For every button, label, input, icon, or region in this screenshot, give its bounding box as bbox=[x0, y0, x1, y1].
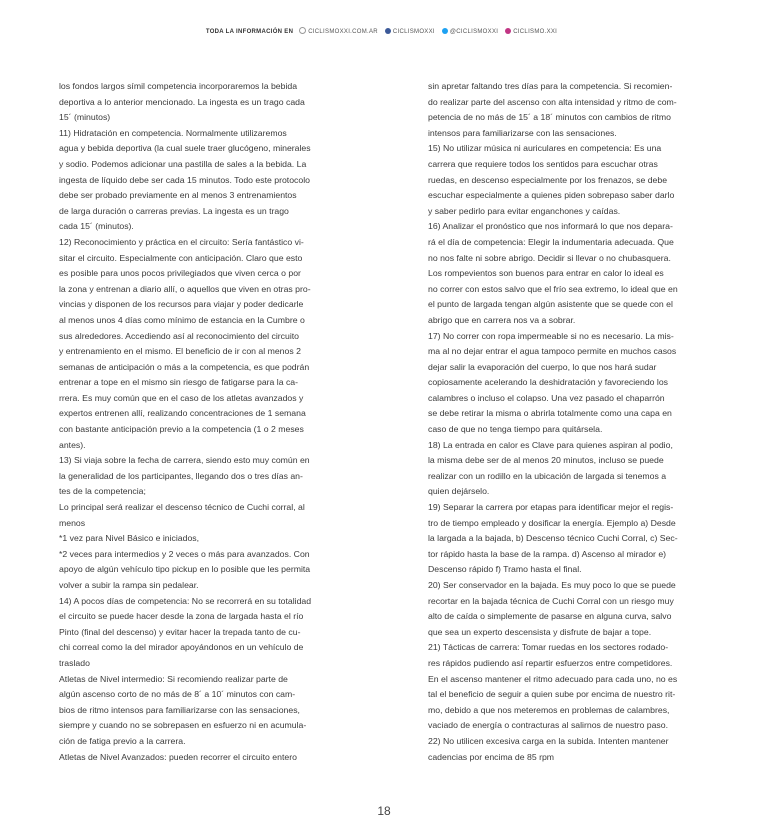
text-line: recortar en la bajada técnica de Cuchi Corral con un riesgo muy bbox=[428, 595, 674, 606]
text-line: cada 15´ (minutos). bbox=[59, 221, 134, 232]
text-line: el punto de largada tengan algún asistente que se quede con el bbox=[428, 299, 673, 310]
text-line: Los rompevientos son buenos para entrar en calor lo ideal es bbox=[428, 268, 664, 279]
text-line: 20) Ser conservador en la bajada. Es muy poco lo que se puede bbox=[428, 580, 676, 590]
text-line: petencia de no más de 15´ a 18´ minutos con cambios de ritmo bbox=[428, 112, 671, 123]
text-line: ingesta de líquido debe ser cada 15 minutos. Todo este protocolo bbox=[59, 174, 310, 185]
header-web-label: CICLISMOXXI.COM.AR bbox=[308, 29, 378, 35]
text-line: chi correal como la del mirador apoyándonos en un vehículo de bbox=[59, 642, 304, 653]
text-line: ma al no dejar entrar el agua tampoco permite en muchos casos bbox=[428, 346, 677, 357]
text-line: la misma debe ser de al menos 20 minutos, incluso se puede bbox=[428, 455, 664, 466]
instagram-icon bbox=[505, 28, 511, 34]
text-line: antes). bbox=[59, 439, 86, 450]
text-line: Atletas de Nivel Avanzados: pueden recorrer el circuito entero bbox=[59, 751, 297, 762]
text-line: 14) A pocos días de competencia: No se recorrerá en su totalidad bbox=[59, 595, 312, 606]
header-instagram-label: CICLISMO.XXI bbox=[513, 29, 558, 35]
text-line: tes de la competencia; bbox=[59, 486, 146, 497]
text-line: no correr con estos salvo que el frío sea extremo, lo ideal que en bbox=[428, 283, 678, 294]
text-line: 16) Analizar el pronóstico que nos informará lo que nos depara- bbox=[428, 221, 673, 232]
text-line: En el ascenso mantener el ritmo adecuado para cada uno, no es bbox=[428, 673, 678, 684]
text-line: se debe retirar la misma o abrirla totalmente como una capa en bbox=[428, 408, 672, 419]
text-line: res rápidos pudiendo así repartir esfuerzos entre competidores. bbox=[428, 657, 673, 668]
globe-icon bbox=[299, 27, 306, 34]
right-column bbox=[428, 79, 696, 765]
text-line: ruedas, en descenso especialmente por los frenazos, se debe bbox=[428, 174, 668, 185]
text-line: 19) Separar la carrera por etapas para identificar mejor el regis- bbox=[428, 502, 674, 513]
text-line: *2 veces para intermedios y 2 veces o más para avanzados. Con bbox=[59, 548, 310, 559]
text-line: do realizar parte del ascenso con alta intensidad y ritmo de com- bbox=[428, 96, 677, 107]
text-line: y entrenamiento en el mismo. El beneficio de ir con al menos 2 bbox=[59, 346, 301, 357]
text-line: vaciado de energía o contracturas al salirnos de nuestro paso. bbox=[428, 720, 669, 731]
text-line: de larga duración o carreras previas. La ingesta es un trago bbox=[59, 205, 289, 216]
header-facebook[interactable] bbox=[385, 29, 435, 35]
text-line: la generalidad de los participantes, llegando dos o tres días an- bbox=[59, 470, 303, 481]
text-line: 15) No utilizar música ni auriculares en competencia: Es una bbox=[428, 143, 662, 154]
text-line: sitar el circuito. Especialmente con anticipación. Claro que esto bbox=[59, 252, 303, 263]
header-twitter[interactable] bbox=[442, 29, 498, 35]
text-line: siempre y cuando no se sobrepasen en esfuerzo ni en acumula- bbox=[59, 720, 307, 731]
text-line: la largada a la bajada, b) Descenso técnico Cuchi Corral, c) Sec- bbox=[428, 533, 678, 544]
text-line: carrera que requiere todos los sentidos para escuchar otras bbox=[428, 158, 658, 169]
text-line: intensos para familiarizarse con las sensaciones. bbox=[428, 127, 617, 138]
text-line: tal el beneficio de seguir a quien sube por encima de nuestro rit- bbox=[428, 689, 676, 700]
text-line: debe ser probado previamente en al menos 3 entrenamientos bbox=[59, 190, 297, 201]
text-line: sin apretar faltando tres días para la competencia. Si recomien- bbox=[428, 81, 673, 91]
text-line: Pinto (final del descenso) y evitar hacer la trepada tanto de cu- bbox=[59, 626, 301, 637]
text-line: semanas de anticipación o más a la competencia, es que podrán bbox=[59, 361, 310, 372]
page-header bbox=[0, 27, 768, 35]
text-line: *1 vez para Nivel Básico e iniciados, bbox=[59, 533, 200, 544]
text-line: entrenar a tope en el mismo sin riesgo de fatigarse para la ca- bbox=[59, 377, 299, 388]
text-line: y saber pedirlo para evitar enganchones y caídas. bbox=[428, 205, 621, 216]
text-line: agua y bebida deportiva (la cual suele traer glucógeno, minerales bbox=[59, 143, 311, 154]
text-line: menos bbox=[59, 517, 86, 528]
text-line: 13) Si viaja sobre la fecha de carrera, siendo esto muy común en bbox=[59, 455, 310, 466]
text-line: rrera. Es muy común que en el caso de los atletas avanzados y bbox=[59, 392, 304, 403]
text-line: quien dejárselo. bbox=[428, 486, 490, 497]
text-line: algún ascenso corto de no más de 8´ a 10´ minutos con cam- bbox=[59, 689, 296, 700]
text-line: con bastante anticipación previo a la competencia (1 o 2 meses bbox=[59, 424, 304, 435]
page-number: 18 bbox=[377, 804, 391, 818]
text-line: vincias y disponen de los recursos para viajar y poder dedicarle bbox=[59, 299, 304, 310]
text-line: bios de ritmo intensos para familiarizarse con las sensaciones, bbox=[59, 704, 300, 715]
text-line: alto de caída o simplemente de pasarse en alguna curva, salvo bbox=[428, 611, 672, 622]
text-line: volver a subir la rampa sin pedalear. bbox=[59, 580, 199, 590]
text-line: es posible para unos pocos privilegiados que viven cerca o por bbox=[59, 268, 301, 279]
text-line: 21) Tácticas de carrera: Tomar ruedas en los sectores rodado- bbox=[428, 642, 669, 653]
text-line: realizar con un rodillo en la ubicación de largada si tenemos a bbox=[428, 470, 667, 481]
text-line: la zona y entrenan a diario allí, o aquellos que viven en otras pro- bbox=[59, 283, 311, 294]
text-line: apoyo de algún vehículo tipo pickup en lo posible que les permita bbox=[59, 564, 311, 575]
header-twitter-label: @CICLISMOXXI bbox=[449, 29, 499, 35]
text-line: calambres o incluso el colapso. Una vez pasado el chaparrón bbox=[428, 392, 665, 403]
text-line: tro de tiempo empleado y dosificar la energía. Ejemplo a) Desde bbox=[428, 517, 676, 528]
header-web[interactable] bbox=[299, 29, 378, 35]
header-lead: TODA LA INFORMACIÓN EN bbox=[205, 29, 294, 35]
text-line: dejar salir la evaporación del cuerpo, lo que nos hará sudar bbox=[428, 361, 657, 372]
text-line: caso de que no tenga tiempo para quitársela. bbox=[428, 424, 603, 435]
text-line: traslado bbox=[59, 657, 90, 668]
text-line: escuchar especialmente a quienes piden sobrepaso saber darlo bbox=[428, 190, 675, 201]
text-line: 22) No utilicen excesiva carga en la subida. Intenten mantener bbox=[428, 735, 669, 746]
text-line: Atletas de Nivel intermedio: Si recomiendo realizar parte de bbox=[59, 673, 288, 684]
header-instagram[interactable] bbox=[505, 29, 557, 35]
text-line: no nos falte ni sobre abrigo. Decidir si llevar o no chubasquera. bbox=[428, 252, 671, 263]
text-line: ción de fatiga previo a la carrera. bbox=[59, 735, 186, 746]
text-line: al menos unos 4 días como mínimo de estancia en la Cumbre o bbox=[59, 314, 305, 325]
text-line: 15´ (minutos) bbox=[59, 112, 111, 123]
text-line: los fondos largos símil competencia incorporaremos la bebida bbox=[59, 81, 298, 91]
text-line: abrigo que en carrera nos va a sobrar. bbox=[428, 314, 576, 325]
text-line: y sodio. Podemos adicionar una pastilla de sales a la bebida. La bbox=[59, 158, 307, 169]
text-line: expertos entrenen allí, realizando concentraciones de 1 semana bbox=[59, 408, 306, 419]
text-line: Lo principal será realizar el descenso técnico de Cuchi corral, al bbox=[59, 502, 305, 513]
text-line: el circuito se puede hacer desde la zona de largada hasta el río bbox=[59, 611, 304, 622]
text-line: cadencias por encima de 85 rpm bbox=[428, 751, 555, 762]
text-line: que sea un experto descensista y disfrute de bajar a tope. bbox=[428, 626, 652, 637]
facebook-icon bbox=[385, 28, 391, 34]
text-line: deportiva a lo anterior mencionado. La ingesta es un trago cada bbox=[59, 96, 305, 107]
left-column bbox=[59, 79, 327, 765]
header-facebook-label: CICLISMOXXI bbox=[392, 29, 435, 35]
text-line: 12) Reconocimiento y práctica en el circuito: Sería fantástico vi- bbox=[59, 236, 304, 247]
text-line: 18) La entrada en calor es Clave para quienes aspiran al podio, bbox=[428, 439, 673, 450]
text-line: rá el día de competencia: Elegir la indumentaria adecuada. Que bbox=[428, 236, 674, 247]
text-line: 17) No correr con ropa impermeable si no es necesario. La mis- bbox=[428, 330, 674, 341]
text-line: mo, debido a que nos meteremos en problemas de calambres, bbox=[428, 704, 670, 715]
text-line: sus alrededores. Accediendo así al reconocimiento del circuito bbox=[59, 330, 300, 341]
twitter-icon bbox=[442, 28, 448, 34]
text-line: 11) Hidratación en competencia. Normalmente utilizaremos bbox=[59, 127, 287, 138]
text-line: copiosamente acelerando la deshidratación y favoreciendo los bbox=[428, 377, 669, 388]
text-line: Descenso rápido f) Tramo hasta el final. bbox=[428, 564, 582, 575]
text-line: tor rápido hasta la base de la rampa. d) Ascenso al mirador e) bbox=[428, 548, 667, 559]
